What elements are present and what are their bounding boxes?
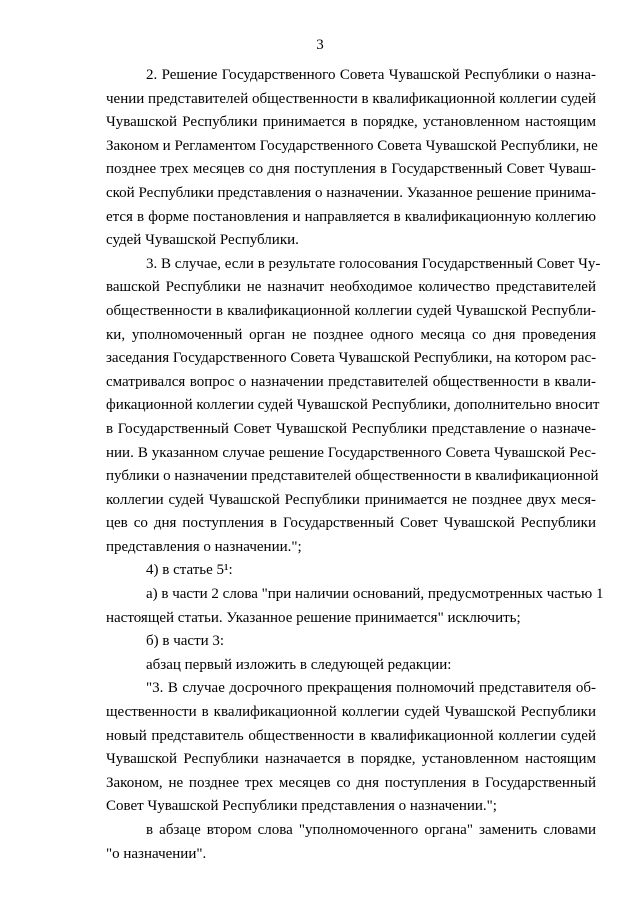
text-line: судей Чувашской Республики. [106, 232, 299, 249]
text-line: Чувашской Республики назначается в порядке, установленном настоящим [106, 751, 596, 768]
paragraph-p4b2 [106, 677, 596, 819]
text-line: представления о назначении."; [106, 538, 302, 555]
text-line: в абзаце втором слова "уполномоченного органа" заменить словами [146, 822, 596, 838]
text-line: Чувашской Республики принимается в порядке, установленном настоящим [106, 114, 596, 131]
text-line: новый представитель общественности в квалификационной коллегии судей [106, 727, 596, 744]
text-line: публики о назначении представителей общественности в квалификационной [106, 468, 599, 485]
paragraph-p2 [106, 64, 596, 253]
text-line: 3. В случае, если в результате голосования Государственный Совет Чу- [146, 255, 601, 272]
text-line: общественности в квалификационной коллегии судей Чувашской Республи- [106, 302, 596, 319]
text-line: цев со дня поступления в Государственный Совет Чувашской Республики [106, 515, 596, 532]
text-line: Совет Чувашской Республики представления о назначении."; [106, 798, 497, 815]
paragraph-p4a [106, 583, 604, 630]
paragraph-p3 [106, 253, 601, 560]
text-line: б) в части 3: [146, 633, 225, 650]
text-line: сматривался вопрос о назначении представителей общественности в квали- [106, 373, 596, 390]
text-line: заседания Государственного Совета Чувашской Республики, на котором рас- [106, 350, 597, 367]
paragraph-p4 [106, 559, 596, 583]
text-line: ки, уполномоченный орган не позднее одного месяца со дня проведения [106, 326, 596, 343]
paragraph-p4b1 [106, 654, 596, 678]
text-line: в Государственный Совет Чувашской Республики представление о назначе- [106, 420, 596, 437]
text-line: коллегии судей Чувашской Республики принимается не позднее двух меся- [106, 491, 596, 508]
page-number: 3 [316, 37, 324, 53]
text-line: Законом и Регламентом Государственного Совета Чувашской Республики, не [106, 137, 598, 154]
text-line: 2. Решение Государственного Совета Чувашской Республики о назна- [146, 67, 596, 83]
text-line: настоящей статьи. Указанное решение принимается" исключить; [106, 609, 521, 626]
text-line: вашской Республики не назначит необходимое количество представителей [106, 279, 596, 296]
text-line: Законом, не позднее трех месяцев со дня поступления в Государственный [106, 774, 596, 791]
text-line: 4) в статье 5¹: [146, 562, 233, 579]
text-line: фикационной коллегии судей Чувашской Республики, дополнительно вносит [106, 397, 600, 414]
paragraph-p4b3 [106, 819, 596, 866]
text-line: ской Республики представления о назначении. Указанное решение принима- [106, 184, 596, 201]
text-line: а) в части 2 слова "при наличии оснований, предусмотренных частью 1 [146, 586, 604, 603]
text-line: позднее трех месяцев со дня поступления в Государственный Совет Чуваш- [106, 161, 596, 178]
text-line: ется в форме постановления и направляется в квалификационную коллегию [106, 208, 596, 225]
text-line: нии. В указанном случае решение Государственного Совета Чувашской Рес- [106, 444, 596, 461]
text-line: "о назначении". [106, 845, 207, 862]
text-line: щественности в квалификационной коллегии судей Чувашской Республики [106, 704, 596, 721]
paragraph-p4b [106, 630, 596, 654]
text-line: чении представителей общественности в квалификационной коллегии судей [106, 90, 596, 107]
document-body [106, 64, 604, 866]
text-line: "3. В случае досрочного прекращения полномочий представителя об- [146, 680, 596, 697]
text-line: абзац первый изложить в следующей редакции: [146, 656, 452, 673]
